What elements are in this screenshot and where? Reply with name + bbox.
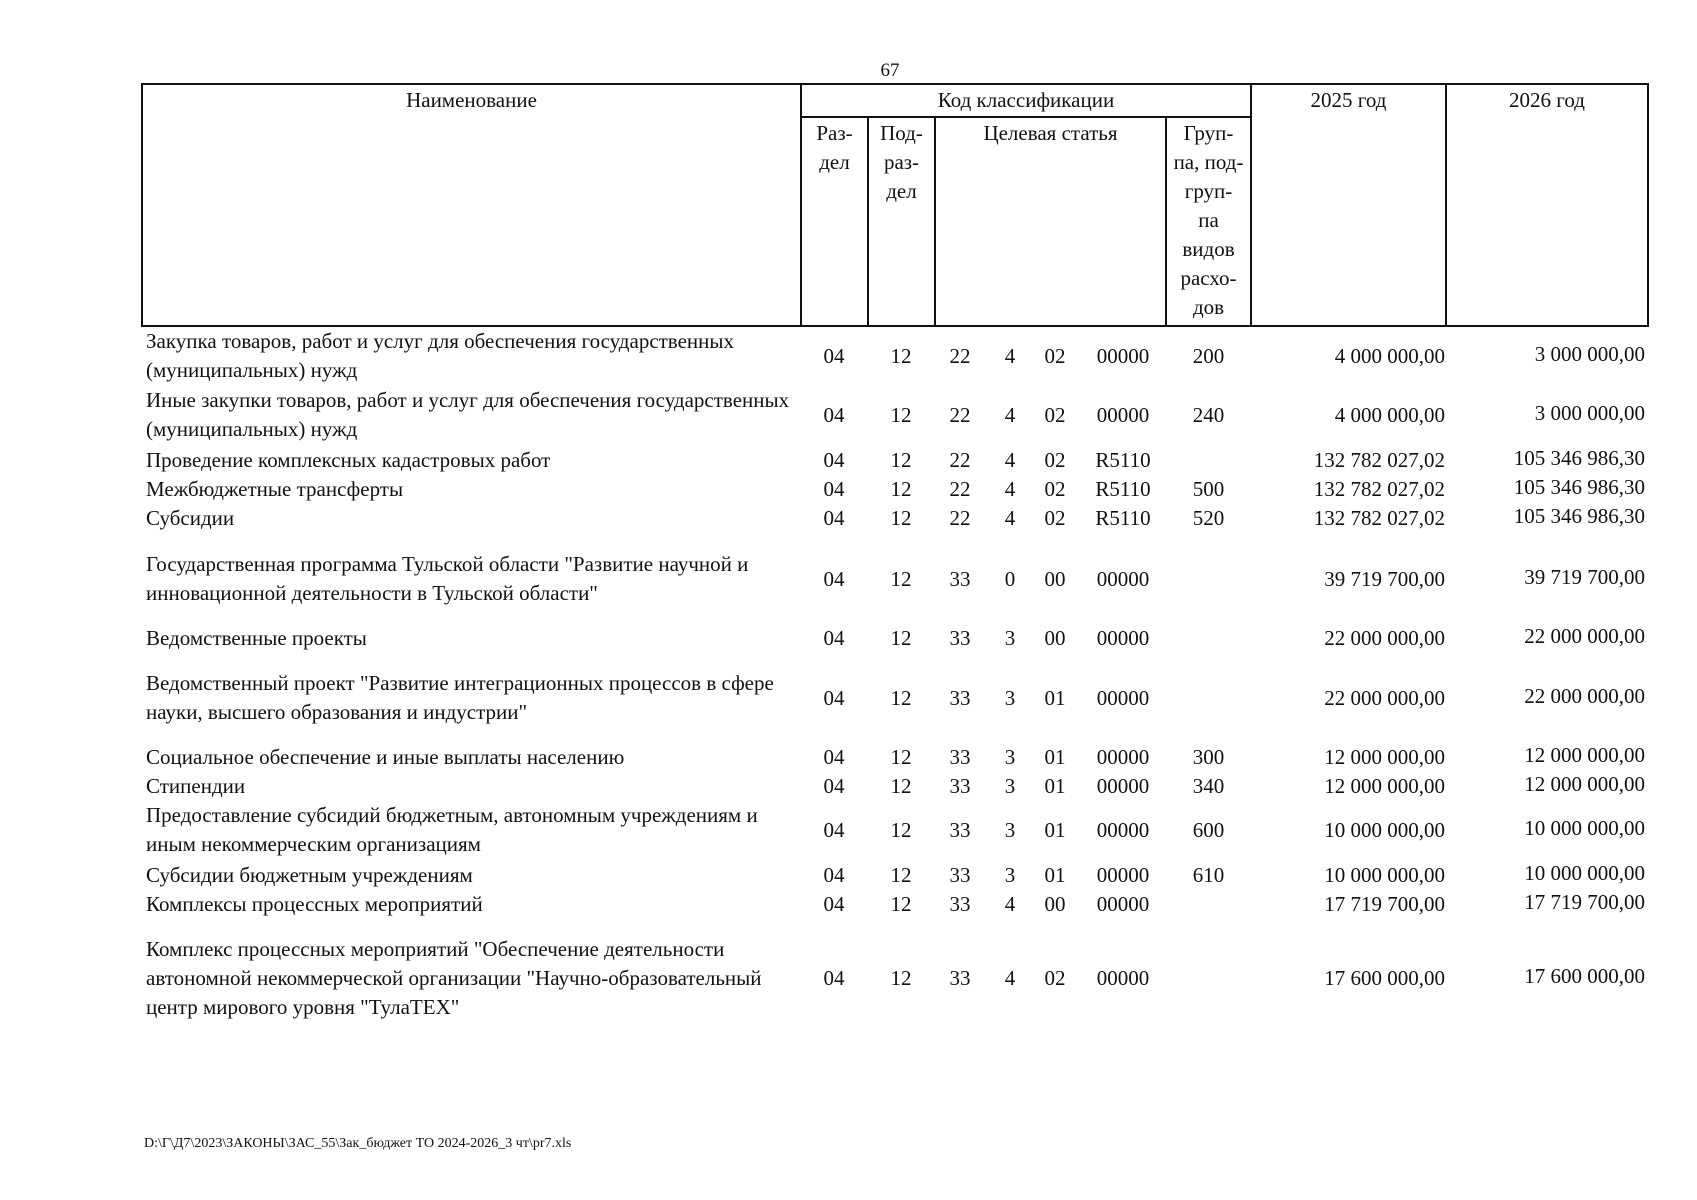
header-section-line: дел [819, 150, 850, 174]
row-value-2025: 132 782 027,02 [1313, 448, 1445, 472]
row-name: Ведомственные проекты [146, 626, 367, 650]
row-subsection: 12 [890, 863, 912, 887]
row-target-3: 01 [1044, 745, 1066, 769]
row-target-1: 33 [949, 745, 971, 769]
row-target-3: 01 [1044, 863, 1066, 887]
row-value-2026: 3 000 000,00 [1534, 342, 1645, 366]
row-value-2026: 105 346 986,30 [1513, 446, 1645, 470]
row-group: 240 [1192, 403, 1225, 427]
row-section: 04 [823, 477, 845, 501]
header-year-2025: 2025 год [1310, 88, 1387, 112]
row-target-4: 00000 [1096, 892, 1150, 916]
row-target-2: 4 [1004, 477, 1016, 501]
header-subsection-line: раз- [883, 150, 920, 174]
row-subsection: 12 [890, 567, 912, 591]
row-target-1: 33 [949, 863, 971, 887]
row-subsection: 12 [890, 626, 912, 650]
row-target-4: 00000 [1096, 818, 1150, 842]
row-target-4: 00000 [1096, 863, 1150, 887]
row-value-2026: 10 000 000,00 [1524, 861, 1645, 885]
row-target-1: 22 [949, 477, 971, 501]
row-target-3: 01 [1044, 818, 1066, 842]
row-value-2025: 4 000 000,00 [1334, 344, 1445, 368]
row-target-4: 00000 [1096, 966, 1150, 990]
row-subsection: 12 [890, 448, 912, 472]
row-target-1: 33 [949, 892, 971, 916]
row-section: 04 [823, 403, 845, 427]
row-target-1: 33 [949, 686, 971, 710]
header-group-line: па [1198, 208, 1219, 232]
row-value-2025: 4 000 000,00 [1334, 403, 1445, 427]
row-name: Государственная программа Тульской области "Развитие научной и инновационной деятельности в Тульской области" [146, 552, 749, 605]
row-name: Межбюджетные трансферты [146, 477, 404, 501]
header-left-border [141, 83, 143, 327]
row-target-1: 33 [949, 818, 971, 842]
header-top-border [141, 83, 1649, 85]
row-target-4: R5110 [1095, 477, 1151, 501]
row-subsection: 12 [890, 506, 912, 530]
header-group-line: па, под- [1173, 150, 1244, 174]
row-target-1: 33 [949, 567, 971, 591]
row-group: 300 [1192, 745, 1225, 769]
row-target-4: 00000 [1096, 344, 1150, 368]
row-name: Субсидии [146, 506, 235, 530]
row-value-2025: 17 600 000,00 [1324, 966, 1445, 990]
row-section: 04 [823, 863, 845, 887]
row-value-2026: 105 346 986,30 [1513, 504, 1645, 528]
row-name: Закупка товаров, работ и услуг для обеспечения государственных (муниципальных) нужд [146, 329, 735, 382]
row-section: 04 [823, 626, 845, 650]
row-group: 600 [1192, 818, 1225, 842]
row-target-3: 02 [1044, 966, 1066, 990]
row-target-1: 22 [949, 344, 971, 368]
row-value-2026: 10 000 000,00 [1524, 816, 1645, 840]
row-name: Комплекс процессных мероприятий "Обеспечение деятельности автономной некоммерческой организации "Научно-образовательный центр мирового уровня "ТулаТЕХ" [146, 937, 762, 1019]
header-target-article: Целевая статья [983, 121, 1118, 145]
row-value-2026: 12 000 000,00 [1524, 772, 1645, 796]
row-target-1: 22 [949, 448, 971, 472]
row-section: 04 [823, 745, 845, 769]
row-target-4: 00000 [1096, 745, 1150, 769]
row-target-2: 3 [1004, 745, 1016, 769]
group-column-border [1250, 83, 1252, 327]
header-name: Наименование [406, 88, 537, 112]
row-value-2026: 22 000 000,00 [1524, 624, 1645, 648]
row-target-1: 33 [949, 774, 971, 798]
row-section: 04 [823, 966, 845, 990]
row-target-2: 3 [1004, 626, 1016, 650]
table-header [141, 83, 1649, 327]
row-target-3: 00 [1044, 626, 1066, 650]
row-target-3: 02 [1044, 448, 1066, 472]
row-target-1: 33 [949, 626, 971, 650]
row-subsection: 12 [890, 774, 912, 798]
row-target-2: 4 [1004, 966, 1016, 990]
row-target-3: 01 [1044, 686, 1066, 710]
header-group-line: Груп- [1183, 121, 1234, 145]
row-target-3: 02 [1044, 506, 1066, 530]
row-target-3: 00 [1044, 567, 1066, 591]
header-group-line: дов [1192, 295, 1225, 319]
row-value-2025: 39 719 700,00 [1324, 567, 1445, 591]
row-group: 340 [1192, 774, 1225, 798]
row-value-2026: 3 000 000,00 [1534, 401, 1645, 425]
row-value-2026: 17 600 000,00 [1524, 964, 1645, 988]
row-group: 200 [1192, 344, 1225, 368]
row-target-1: 22 [949, 506, 971, 530]
row-value-2026: 105 346 986,30 [1513, 475, 1645, 499]
row-value-2025: 10 000 000,00 [1324, 863, 1445, 887]
row-target-2: 4 [1004, 892, 1016, 916]
row-value-2026: 12 000 000,00 [1524, 743, 1645, 767]
row-subsection: 12 [890, 344, 912, 368]
row-value-2025: 22 000 000,00 [1324, 686, 1445, 710]
row-subsection: 12 [890, 818, 912, 842]
row-section: 04 [823, 448, 845, 472]
row-value-2026: 22 000 000,00 [1524, 684, 1645, 708]
row-section: 04 [823, 344, 845, 368]
row-target-2: 3 [1004, 863, 1016, 887]
row-target-2: 3 [1004, 818, 1016, 842]
row-section: 04 [823, 818, 845, 842]
row-group: 500 [1192, 477, 1225, 501]
row-subsection: 12 [890, 892, 912, 916]
row-value-2025: 22 000 000,00 [1324, 626, 1445, 650]
row-target-2: 4 [1004, 344, 1016, 368]
row-target-2: 4 [1004, 403, 1016, 427]
row-target-4: 00000 [1096, 774, 1150, 798]
header-group-line: расхо- [1180, 266, 1237, 290]
row-value-2025: 132 782 027,02 [1313, 506, 1445, 530]
row-name: Ведомственный проект "Развитие интеграционных процессов в сфере науки, высшего образования и индустрии" [146, 671, 774, 724]
row-target-4: 00000 [1096, 686, 1150, 710]
header-year-2026: 2026 год [1509, 88, 1585, 112]
row-target-1: 22 [949, 403, 971, 427]
header-subsection-line: Под- [880, 121, 923, 145]
row-section: 04 [823, 686, 845, 710]
row-value-2025: 12 000 000,00 [1324, 745, 1445, 769]
row-section: 04 [823, 892, 845, 916]
header-classification: Код классификации [937, 88, 1115, 112]
row-target-2: 4 [1004, 448, 1016, 472]
header-group-line: видов [1182, 237, 1235, 261]
row-value-2025: 132 782 027,02 [1313, 477, 1445, 501]
row-value-2025: 12 000 000,00 [1324, 774, 1445, 798]
row-name: Иные закупки товаров, работ и услуг для обеспечения государственных (муниципальных) нужд [146, 388, 790, 441]
row-subsection: 12 [890, 477, 912, 501]
row-target-1: 33 [949, 966, 971, 990]
row-subsection: 12 [890, 403, 912, 427]
header-section-line: Раз- [816, 121, 853, 145]
row-target-2: 0 [1004, 567, 1016, 591]
row-target-3: 02 [1044, 403, 1066, 427]
row-name: Стипендии [146, 774, 246, 798]
header-right-border [1647, 83, 1649, 327]
row-target-3: 02 [1044, 344, 1066, 368]
row-target-3: 00 [1044, 892, 1066, 916]
row-value-2025: 10 000 000,00 [1324, 818, 1445, 842]
row-target-2: 3 [1004, 774, 1016, 798]
year2025-column-border [1445, 83, 1447, 327]
row-target-4: 00000 [1096, 626, 1150, 650]
row-section: 04 [823, 567, 845, 591]
file-path-footer: D:\Г\Д7\2023\ЗАКОНЫ\ЗАС_55\Зак_бюджет ТО 2024-2026_3 чт\pr7.xls [144, 1136, 572, 1151]
row-subsection: 12 [890, 966, 912, 990]
row-group: 520 [1192, 506, 1225, 530]
row-value-2025: 17 719 700,00 [1324, 892, 1445, 916]
page-number: 67 [880, 60, 900, 81]
row-target-2: 3 [1004, 686, 1016, 710]
header-group-line: груп- [1184, 179, 1233, 203]
row-group: 610 [1192, 863, 1225, 887]
row-name: Проведение комплексных кадастровых работ [146, 448, 551, 472]
row-name: Предоставление субсидий бюджетным, автономным учреждениям и иным некоммерческим организациям [146, 803, 758, 856]
row-target-3: 01 [1044, 774, 1066, 798]
row-subsection: 12 [890, 745, 912, 769]
row-section: 04 [823, 506, 845, 530]
row-target-4: R5110 [1095, 448, 1151, 472]
row-target-2: 4 [1004, 506, 1016, 530]
row-name: Социальное обеспечение и иные выплаты населению [146, 745, 625, 769]
row-value-2026: 39 719 700,00 [1524, 565, 1645, 589]
row-target-3: 02 [1044, 477, 1066, 501]
row-value-2026: 17 719 700,00 [1524, 890, 1645, 914]
row-target-4: 00000 [1096, 403, 1150, 427]
row-target-4: R5110 [1095, 506, 1151, 530]
row-section: 04 [823, 774, 845, 798]
row-target-4: 00000 [1096, 567, 1150, 591]
row-subsection: 12 [890, 686, 912, 710]
header-subsection-line: дел [886, 179, 917, 203]
row-name: Субсидии бюджетным учреждениям [146, 863, 473, 887]
row-name: Комплексы процессных мероприятий [146, 892, 483, 916]
